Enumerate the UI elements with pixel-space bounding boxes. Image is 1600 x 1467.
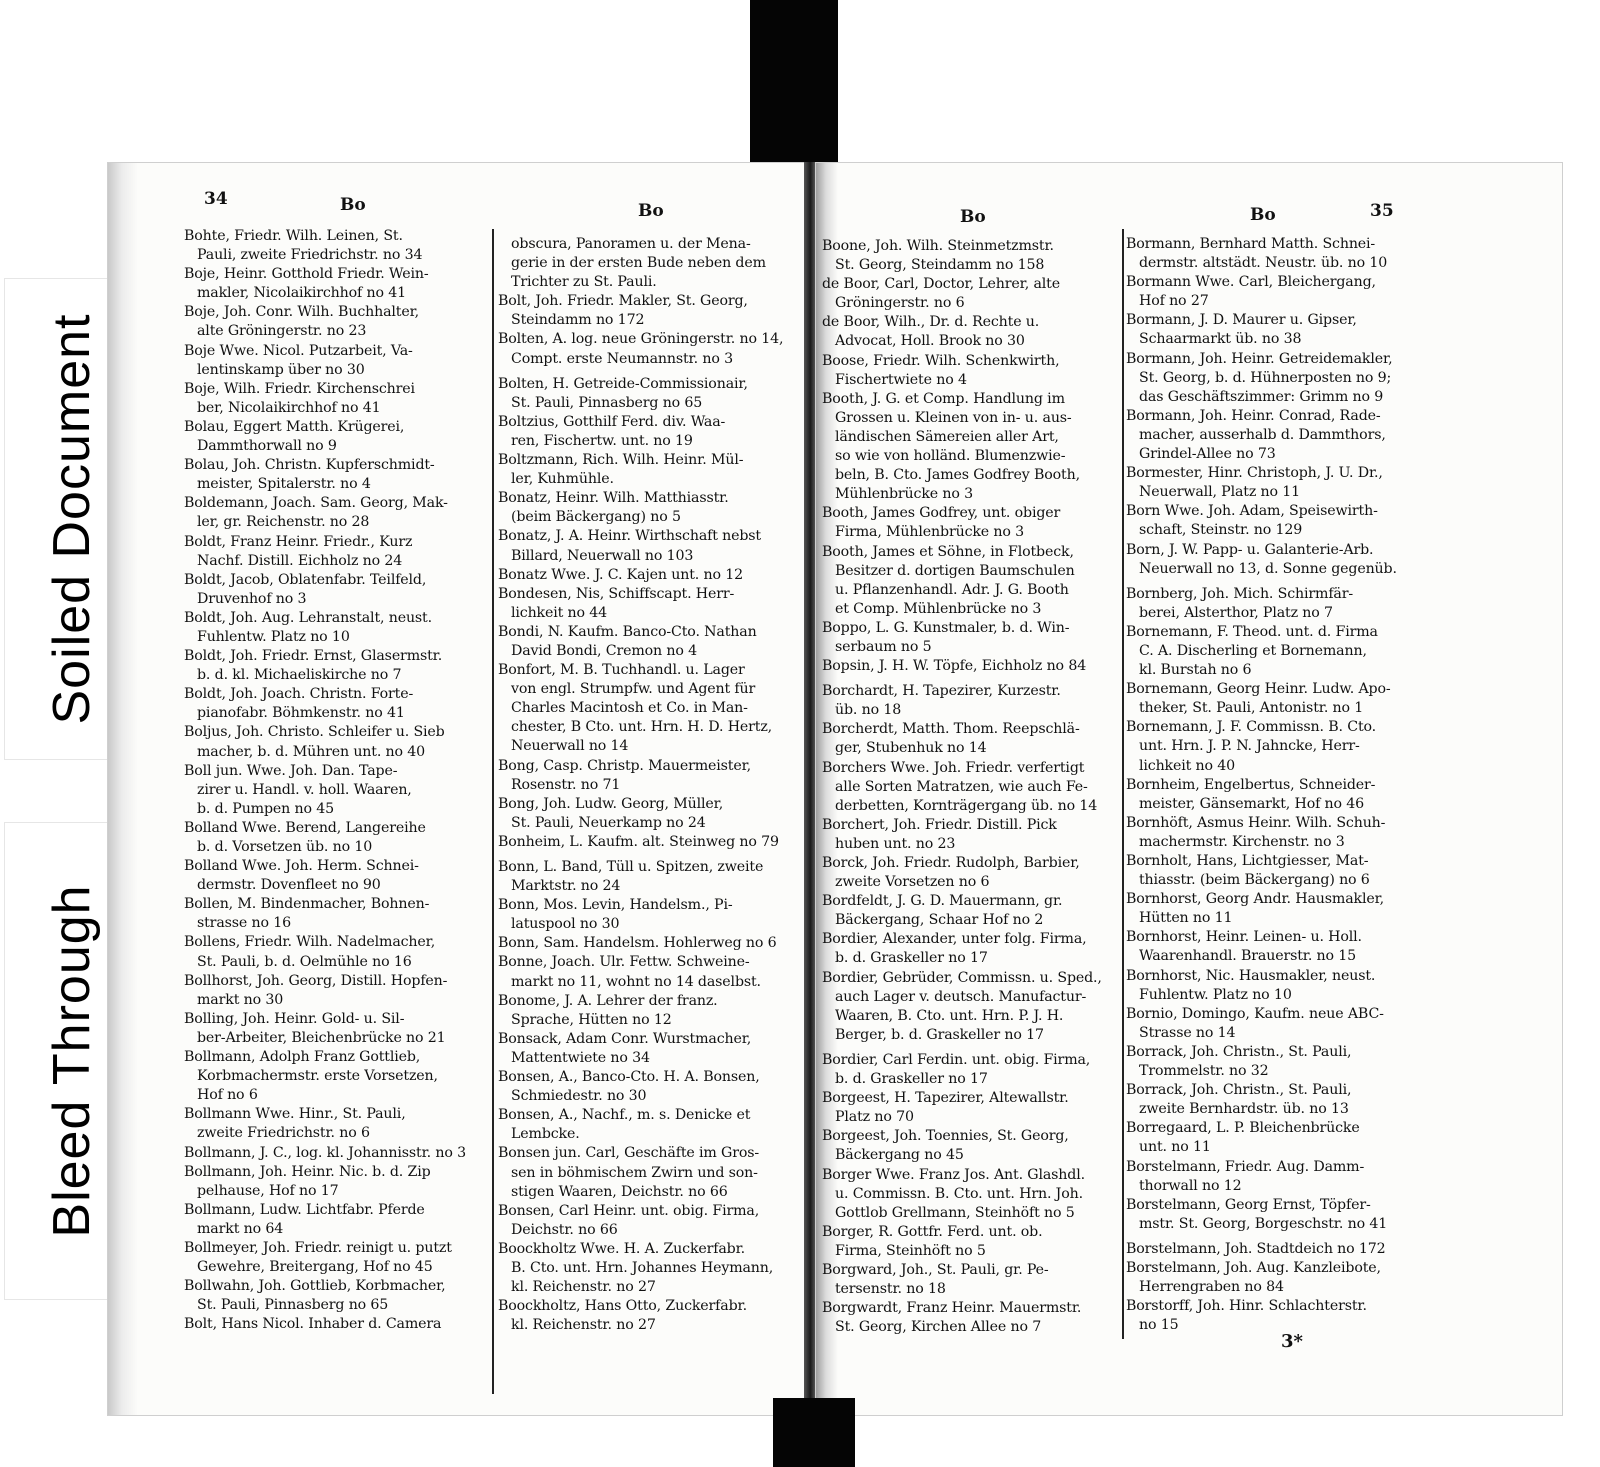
entry-continuation-line: zweite Friedrichstr. no 6	[197, 1125, 370, 1142]
directory-entry-line: Boldt, Joh. Joach. Christn. Forte-	[184, 686, 414, 703]
directory-entry-line: Bonatz, Heinr. Wilh. Matthiasstr.	[498, 490, 729, 507]
entry-continuation-line: Pauli, zweite Friedrichstr. no 34	[197, 247, 423, 264]
entry-continuation-line: macher, ausserhalb d. Dammthors,	[1139, 426, 1386, 443]
entry-continuation-line: Grindel-Allee no 73	[1139, 446, 1276, 463]
entry-continuation-line: markt no 64	[197, 1220, 284, 1237]
entry-continuation-line: kl. Burstah no 6	[1139, 662, 1252, 679]
entry-continuation-line: ler, gr. Reichenstr. no 28	[197, 514, 370, 531]
directory-entry-line: Borchert, Joh. Friedr. Distill. Pick	[822, 816, 1057, 833]
directory-entry-line: Bollmann, J. C., log. kl. Johannisstr. no 3	[184, 1144, 466, 1161]
entry-continuation-line: Bäckergang no 45	[835, 1147, 964, 1164]
entry-continuation-line: kl. Reichenstr. no 27	[511, 1317, 656, 1334]
directory-entry-line: Boltzius, Gotthilf Ferd. div. Waa-	[498, 413, 726, 430]
entry-continuation-line: kl. Reichenstr. no 27	[511, 1279, 656, 1296]
entry-continuation-line: Platz no 70	[835, 1109, 914, 1126]
directory-entry-line: Bohte, Friedr. Wilh. Leinen, St.	[184, 228, 403, 244]
directory-entry-line: Bolt, Hans Nicol. Inhaber d. Camera	[184, 1316, 442, 1333]
entry-continuation-line: Neuerwall, Platz no 11	[1139, 484, 1300, 501]
entry-continuation-line: theker, St. Pauli, Antonistr. no 1	[1139, 700, 1364, 717]
entry-continuation-line: chester, B Cto. unt. Hrn. H. D. Hertz,	[511, 719, 773, 736]
entry-continuation-line: ber-Arbeiter, Bleichenbrücke no 21	[197, 1029, 446, 1046]
entry-continuation-line: stigen Waaren, Deichstr. no 66	[511, 1183, 728, 1200]
entry-continuation-line: Rosenstr. no 71	[511, 776, 621, 793]
entry-continuation-line: u. Pflanzenhandl. Adr. J. G. Booth	[835, 581, 1069, 598]
entry-continuation-line: ler, Kuhmühle.	[511, 471, 614, 488]
directory-entry-line: Bonsack, Adam Conr. Wurstmacher,	[498, 1030, 752, 1047]
entry-continuation-line: Bäckergang, Schaar Hof no 2	[835, 912, 1044, 929]
directory-entry-line: Born Wwe. Joh. Adam, Speisewirth-	[1126, 503, 1378, 520]
entry-continuation-line: u. Commissn. B. Cto. unt. Hrn. Joh.	[835, 1185, 1083, 1202]
entry-continuation-line: Trichter zu St. Pauli.	[511, 274, 657, 291]
entry-continuation-line: (beim Bäckergang) no 5	[511, 509, 681, 526]
entry-continuation-line: Mattentwiete no 34	[511, 1049, 650, 1066]
entry-continuation-line: St. Georg, Kirchen Allee no 7	[835, 1319, 1042, 1336]
entry-continuation-line: alle Sorten Matratzen, wie auch Fe-	[835, 778, 1088, 795]
entry-continuation-line: unt. Hrn. J. P. N. Jahncke, Herr-	[1139, 738, 1360, 755]
entry-continuation-line: Korbmachermstr. erste Vorsetzen,	[197, 1068, 438, 1085]
entry-continuation-line: St. Georg, Steindamm no 158	[835, 257, 1045, 274]
entry-continuation-line: Berger, b. d. Graskeller no 17	[835, 1026, 1044, 1043]
directory-entry-line: Borgwardt, Franz Heinr. Mauermstr.	[822, 1300, 1082, 1317]
bleed-through-label-text: Bleed Through	[43, 884, 101, 1238]
entry-continuation-line: Trommelstr. no 32	[1139, 1063, 1269, 1080]
directory-entry-line: Bollhorst, Joh. Georg, Distill. Hopfen-	[184, 972, 448, 989]
directory-entry-line: Bormann, Joh. Heinr. Getreidemakler,	[1126, 350, 1393, 367]
left-page	[107, 162, 810, 1416]
entry-continuation-line: serbaum no 5	[835, 638, 932, 655]
entry-continuation-line: machermstr. Kirchenstr. no 3	[1139, 833, 1345, 850]
entry-continuation-line: St. Pauli, Neuerkamp no 24	[511, 814, 706, 831]
entry-continuation-line: Compt. erste Neumannstr. no 3	[511, 350, 733, 367]
directory-entry-line: Bopsin, J. H. W. Töpfe, Eichholz no 84	[822, 658, 1087, 675]
entry-continuation-line: obscura, Panoramen u. der Mena-	[511, 236, 751, 252]
entry-continuation-line: Sprache, Hütten no 12	[511, 1011, 672, 1028]
entry-continuation-line: Mühlenbrücke no 3	[835, 486, 973, 503]
right-col1-header: Bo	[960, 207, 986, 227]
entry-continuation-line: alte Gröningerstr. no 23	[197, 323, 367, 340]
entry-continuation-line: beln, B. Cto. James Godfrey Booth,	[835, 467, 1080, 484]
directory-entry-line: Borchardt, H. Tapezirer, Kurzestr.	[822, 683, 1061, 700]
entry-continuation-line: b. d. Vorsetzen üb. no 10	[197, 839, 373, 855]
directory-entry-line: Bonfort, M. B. Tuchhandl. u. Lager	[498, 662, 745, 679]
entry-continuation-line: pelhause, Hof no 17	[197, 1182, 339, 1199]
directory-entry-line: Bollmann, Adolph Franz Gottlieb,	[184, 1049, 421, 1066]
entry-continuation-line: ren, Fischertw. unt. no 19	[511, 432, 693, 449]
entry-continuation-line: Neuerwall no 13, d. Sonne gegenüb.	[1139, 560, 1397, 577]
entry-continuation-line: meister, Spitalerstr. no 4	[197, 476, 371, 493]
directory-entry-line: Bolten, H. Getreide-Commissionair,	[498, 375, 748, 392]
entry-continuation-line: Marktstr. no 24	[511, 878, 621, 895]
entry-continuation-line: Schaarmarkt üb. no 38	[1139, 331, 1302, 348]
left-column-1	[184, 227, 490, 1334]
soiled-document-label-text: Soiled Document	[43, 313, 101, 725]
entry-continuation-line: et Comp. Mühlenbrücke no 3	[835, 600, 1042, 617]
directory-entry-line: Bonsen, Carl Heinr. unt. obig. Firma,	[498, 1202, 760, 1219]
left-col2-header: Bo	[638, 201, 664, 221]
entry-continuation-line: b. d. Pumpen no 45	[197, 800, 335, 817]
right-page-number-text: 35	[1370, 201, 1394, 221]
open-book	[107, 162, 1563, 1416]
entry-continuation-line: Hof no 27	[1139, 293, 1209, 310]
directory-entry-line: Borgeest, H. Tapezirer, Altewallstr.	[822, 1090, 1069, 1107]
directory-entry-line: Borck, Joh. Friedr. Rudolph, Barbier,	[822, 855, 1080, 871]
directory-entry-line: Borstelmann, Joh. Aug. Kanzleibote,	[1126, 1259, 1381, 1276]
black-tab-bottom	[773, 1398, 855, 1467]
directory-entry-line: Boltzmann, Rich. Wilh. Heinr. Mül-	[498, 452, 744, 469]
directory-entry-line: Bonsen, A., Nachf., m. s. Denicke et	[498, 1107, 751, 1124]
directory-entry-line: Bormann, J. D. Maurer u. Gipser,	[1126, 312, 1357, 329]
directory-entry-line: Bollmann, Joh. Heinr. Nic. b. d. Zip	[184, 1163, 431, 1180]
entry-continuation-line: markt no 30	[197, 991, 284, 1008]
directory-entry-line: Boje, Joh. Conr. Wilh. Buchhalter,	[184, 304, 420, 321]
entry-continuation-line: b. d. kl. Michaeliskirche no 7	[197, 667, 402, 684]
directory-entry-line: Bornhorst, Georg Andr. Hausmakler,	[1126, 891, 1385, 908]
entry-continuation-line: thiasstr. (beim Bäckergang) no 6	[1139, 872, 1370, 889]
entry-continuation-line: latuspool no 30	[511, 916, 620, 933]
entry-continuation-line: St. Pauli, b. d. Oelmühle no 16	[197, 953, 412, 970]
entry-continuation-line: makler, Nicolaikirchhof no 41	[197, 285, 406, 302]
directory-entry-line: Bornheim, Engelbertus, Schneider-	[1126, 776, 1376, 793]
entry-continuation-line: Billard, Neuerwall no 103	[511, 547, 694, 564]
directory-entry-line: Bolau, Joh. Christn. Kupferschmidt-	[184, 457, 435, 474]
directory-entry-line: Bong, Casp. Christp. Mauermeister,	[498, 757, 751, 774]
entry-continuation-line: das Geschäftszimmer: Grimm no 9	[1139, 388, 1384, 405]
directory-entry-line: Bornhorst, Nic. Hausmakler, neust.	[1126, 967, 1376, 984]
directory-entry-line: Bornhorst, Heinr. Leinen- u. Holl.	[1126, 929, 1362, 946]
entry-continuation-line: gerie in der ersten Bude neben dem	[511, 255, 766, 272]
directory-entry-line: Boldt, Franz Heinr. Friedr., Kurz	[184, 533, 413, 550]
right-column-rule	[1122, 229, 1124, 1339]
directory-entry-line: Borger Wwe. Franz Jos. Ant. Glashdl.	[822, 1166, 1085, 1183]
entry-continuation-line: b. d. Graskeller no 17	[835, 1071, 988, 1088]
directory-entry-line: Bonheim, L. Kaufm. alt. Steinweg no 79	[498, 833, 779, 850]
directory-entry-line: Boll jun. Wwe. Joh. Dan. Tape-	[184, 762, 398, 779]
right-page-number	[1370, 201, 1394, 221]
directory-entry-line: Bonatz, J. A. Heinr. Wirthschaft nebst	[498, 528, 761, 545]
directory-entry-line: Borstelmann, Georg Ernst, Töpfer-	[1126, 1196, 1371, 1213]
entry-continuation-line: Nachf. Distill. Eichholz no 24	[197, 552, 403, 569]
entry-continuation-line: St. Pauli, Pinnasberg no 65	[511, 394, 703, 411]
directory-entry-line: Boljus, Joh. Christo. Schleifer u. Sieb	[184, 724, 445, 741]
directory-entry-line: Bolland Wwe. Joh. Herm. Schnei-	[184, 858, 419, 875]
entry-continuation-line: macher, b. d. Mühren unt. no 40	[197, 743, 426, 760]
entry-continuation-line: b. d. Graskeller no 17	[835, 950, 988, 967]
directory-entry-line: Bollmann, Ludw. Lichtfabr. Pferde	[184, 1201, 425, 1218]
signature-mark: 3*	[1281, 1331, 1303, 1352]
directory-entry-line: Booth, James et Söhne, in Flotbeck,	[822, 543, 1074, 560]
entry-continuation-line: ger, Stubenhuk no 14	[835, 740, 987, 757]
entry-continuation-line: St. Georg, b. d. Hühnerposten no 9;	[1139, 369, 1392, 386]
directory-entry-line: Bolt, Joh. Friedr. Makler, St. Georg,	[498, 293, 748, 310]
directory-entry-line: Bonne, Joach. Ulr. Fettw. Schweine-	[498, 954, 750, 971]
left-column-rule	[492, 229, 494, 1394]
directory-entry-line: Bondesen, Nis, Schiffscapt. Herr-	[498, 585, 735, 602]
entry-continuation-line: Grossen u. Kleinen von in- u. aus-	[835, 409, 1072, 426]
entry-continuation-line: markt no 11, wohnt no 14 daselbst.	[511, 973, 761, 990]
directory-entry-line: Bolau, Eggert Matth. Krügerei,	[184, 418, 405, 435]
entry-continuation-line: tersenstr. no 18	[835, 1281, 946, 1298]
entry-continuation-line: B. Cto. unt. Hrn. Johannes Heymann,	[511, 1259, 774, 1276]
entry-continuation-line: strasse no 16	[197, 915, 291, 932]
left-col1-header: Bo	[340, 195, 366, 215]
entry-continuation-line: dermstr. Dovenfleet no 90	[197, 877, 381, 894]
entry-continuation-line: Advocat, Holl. Brook no 30	[835, 333, 1025, 350]
entry-continuation-line: zweite Bernhardstr. üb. no 13	[1139, 1101, 1349, 1118]
directory-entry-line: Bollens, Friedr. Wilh. Nadelmacher,	[184, 934, 436, 951]
entry-continuation-line: Schmiedestr. no 30	[511, 1088, 647, 1105]
directory-entry-line: Borger, R. Gottfr. Ferd. unt. ob.	[822, 1223, 1043, 1240]
entry-continuation-line: Hof no 6	[197, 1087, 258, 1104]
directory-entry-line: Bonsen, A., Banco-Cto. H. A. Bonsen,	[498, 1069, 760, 1086]
directory-entry-line: Boldt, Joh. Friedr. Ernst, Glasermstr.	[184, 648, 443, 665]
entry-continuation-line: Besitzer d. dortigen Baumschulen	[835, 562, 1075, 579]
directory-entry-line: Borcherdt, Matth. Thom. Reepschlä-	[822, 721, 1080, 738]
directory-entry-line: Borstorff, Joh. Hinr. Schlachterstr.	[1126, 1298, 1367, 1315]
entry-continuation-line: Strasse no 14	[1139, 1024, 1236, 1041]
directory-entry-line: Bordier, Gebrüder, Commissn. u. Sped.,	[822, 969, 1102, 986]
entry-continuation-line: Deichstr. no 66	[511, 1221, 618, 1238]
entry-continuation-line: Lembcke.	[511, 1126, 580, 1143]
right-page	[815, 162, 1563, 1416]
directory-entry-line: Bornio, Domingo, Kaufm. neue ABC-	[1126, 1005, 1384, 1022]
entry-continuation-line: Gröningerstr. no 6	[835, 295, 965, 312]
directory-entry-line: Bormann Wwe. Carl, Bleichergang,	[1126, 274, 1376, 291]
entry-continuation-line: zirer u. Handl. v. holl. Waaren,	[197, 781, 412, 798]
directory-entry-line: de Boor, Wilh., Dr. d. Rechte u.	[822, 314, 1040, 331]
directory-entry-line: Borrack, Joh. Christn., St. Pauli,	[1126, 1043, 1352, 1060]
directory-entry-line: Bonn, Sam. Handelsm. Hohlerweg no 6	[498, 935, 777, 952]
entry-continuation-line: mstr. St. Georg, Borgeschstr. no 41	[1139, 1215, 1388, 1232]
entry-continuation-line: derbetten, Kornträgergang üb. no 14	[835, 797, 1098, 814]
entry-continuation-line: Dammthorwall no 9	[197, 438, 337, 455]
black-tab-top	[750, 0, 838, 172]
directory-entry-line: Bolland Wwe. Berend, Langereihe	[184, 819, 426, 836]
entry-continuation-line: dermstr. altstädt. Neustr. üb. no 10	[1139, 255, 1388, 272]
entry-continuation-line: so wie von holländ. Blumenzwie-	[835, 448, 1066, 465]
right-column-2	[1126, 235, 1416, 1335]
directory-entry-line: Borstelmann, Joh. Stadtdeich no 172	[1126, 1240, 1386, 1257]
directory-entry-line: Bormann, Joh. Heinr. Conrad, Rade-	[1126, 407, 1381, 424]
directory-entry-line: Bollmeyer, Joh. Friedr. reinigt u. putzt	[184, 1239, 452, 1256]
entry-continuation-line: sen in böhmischem Zwirn und son-	[511, 1164, 758, 1181]
entry-continuation-line: Fuhlentw. Platz no 10	[197, 628, 350, 645]
entry-continuation-line: ber, Nicolaikirchhof no 41	[197, 399, 381, 416]
directory-entry-line: Boje, Heinr. Gotthold Friedr. Wein-	[184, 266, 429, 283]
entry-continuation-line: pianofabr. Böhmkenstr. no 41	[197, 705, 405, 722]
directory-entry-line: Bordier, Alexander, unter folg. Firma,	[822, 931, 1087, 948]
directory-entry-line: Borgeest, Joh. Toennies, St. Georg,	[822, 1128, 1069, 1145]
directory-entry-line: Boje, Wilh. Friedr. Kirchenschrei	[184, 380, 415, 397]
directory-entry-line: Bordfeldt, J. G. D. Mauermann, gr.	[822, 893, 1063, 910]
directory-entry-line: Bollmann Wwe. Hinr., St. Pauli,	[184, 1106, 406, 1123]
entry-continuation-line: Waarenhandl. Brauerstr. no 15	[1139, 948, 1357, 965]
directory-entry-line: Bordier, Carl Ferdin. unt. obig. Firma,	[822, 1051, 1091, 1068]
entry-continuation-line: Herrengraben no 84	[1139, 1279, 1284, 1296]
entry-continuation-line: Waaren, B. Cto. unt. Hrn. P. J. H.	[835, 1007, 1064, 1024]
directory-entry-line: Bolten, A. log. neue Gröningerstr. no 14,	[498, 331, 784, 348]
directory-entry-line: Boje Wwe. Nicol. Putzarbeit, Va-	[184, 342, 413, 359]
directory-entry-line: Boone, Joh. Wilh. Steinmetzmstr.	[822, 238, 1054, 254]
directory-entry-line: Bornemann, Georg Heinr. Ludw. Apo-	[1126, 681, 1391, 698]
entry-continuation-line: schaft, Steinstr. no 129	[1139, 522, 1303, 539]
directory-entry-line: Booth, James Godfrey, unt. obiger	[822, 505, 1061, 522]
directory-entry-line: Boldt, Joh. Aug. Lehranstalt, neust.	[184, 609, 432, 626]
entry-continuation-line: huben unt. no 23	[835, 835, 956, 852]
entry-continuation-line: üb. no 18	[835, 702, 902, 719]
directory-entry-line: Boldt, Jacob, Oblatenfabr. Teilfeld,	[184, 571, 427, 588]
directory-entry-line: Born, J. W. Papp- u. Galanterie-Arb.	[1126, 541, 1374, 558]
entry-continuation-line: Druvenhof no 3	[197, 590, 307, 607]
directory-entry-line: Borgward, Joh., St. Pauli, gr. Pe-	[822, 1261, 1049, 1278]
entry-continuation-line: Fischertwiete no 4	[835, 371, 967, 388]
entry-continuation-line: ländischen Sämereien aller Art,	[835, 428, 1059, 445]
directory-entry-line: Boockholtz, Hans Otto, Zuckerfabr.	[498, 1298, 747, 1315]
entry-continuation-line: unt. no 11	[1139, 1139, 1211, 1156]
directory-entry-line: Booth, J. G. et Comp. Handlung im	[822, 390, 1065, 407]
right-column-1	[822, 237, 1122, 1337]
entry-continuation-line: Charles Macintosh et Co. in Man-	[511, 700, 748, 717]
entry-continuation-line: von engl. Strumpfw. und Agent für	[511, 681, 756, 698]
entry-continuation-line: C. A. Discherling et Bornemann,	[1139, 642, 1367, 659]
entry-continuation-line: Fuhlentw. Platz no 10	[1139, 986, 1292, 1003]
directory-entry-line: Bornhöft, Asmus Heinr. Wilh. Schuh-	[1126, 814, 1386, 831]
directory-entry-line: Bonsen jun. Carl, Geschäfte im Gros-	[498, 1145, 760, 1162]
left-page-number: 34	[204, 189, 228, 209]
entry-continuation-line: Neuerwall no 14	[511, 738, 629, 755]
directory-entry-line: Bormester, Hinr. Christoph, J. U. Dr.,	[1126, 465, 1383, 482]
directory-entry-line: Boose, Friedr. Wilh. Schenkwirth,	[822, 352, 1060, 369]
entry-continuation-line: lichkeit no 44	[511, 604, 608, 621]
directory-entry-line: Bonome, J. A. Lehrer der franz.	[498, 992, 718, 1009]
entry-continuation-line: berei, Alsterthor, Platz no 7	[1139, 604, 1333, 621]
directory-entry-line: Boockholtz Wwe. H. A. Zuckerfabr.	[498, 1240, 746, 1257]
entry-continuation-line: lichkeit no 40	[1139, 757, 1236, 774]
directory-entry-line: Bormann, Bernhard Matth. Schnei-	[1126, 236, 1376, 252]
right-col2-header: Bo	[1250, 205, 1276, 225]
directory-entry-line: Bornholt, Hans, Lichtgiesser, Mat-	[1126, 853, 1369, 869]
entry-continuation-line: auch Lager v. deutsch. Manufactur-	[835, 988, 1087, 1005]
directory-entry-line: Bong, Joh. Ludw. Georg, Müller,	[498, 795, 724, 812]
directory-entry-line: Bollen, M. Bindenmacher, Bohnen-	[184, 896, 430, 913]
directory-entry-line: Bondi, N. Kaufm. Banco-Cto. Nathan	[498, 623, 757, 640]
entry-continuation-line: zweite Vorsetzen no 6	[835, 874, 990, 891]
directory-entry-line: Bornemann, F. Theod. unt. d. Firma	[1126, 623, 1378, 640]
directory-entry-line: Bonatz Wwe. J. C. Kajen unt. no 12	[498, 566, 744, 583]
entry-continuation-line: Gewehre, Breitergang, Hof no 45	[197, 1259, 433, 1276]
entry-continuation-line: Firma, Mühlenbrücke no 3	[835, 524, 1025, 541]
entry-continuation-line: Firma, Steinhöft no 5	[835, 1242, 986, 1259]
directory-entry-line: Bollwahn, Joh. Gottlieb, Korbmacher,	[184, 1278, 446, 1295]
directory-entry-line: Borstelmann, Friedr. Aug. Damm-	[1126, 1158, 1365, 1175]
entry-continuation-line: lentinskamp über no 30	[197, 361, 365, 378]
entry-continuation-line: Hütten no 11	[1139, 910, 1233, 927]
directory-entry-line: Bolling, Joh. Heinr. Gold- u. Sil-	[184, 1010, 405, 1027]
entry-continuation-line: Steindamm no 172	[511, 312, 645, 329]
directory-entry-line: Bornberg, Joh. Mich. Schirmfär-	[1126, 585, 1354, 602]
entry-continuation-line: thorwall no 12	[1139, 1177, 1242, 1194]
directory-entry-line: Borrack, Joh. Christn., St. Pauli,	[1126, 1082, 1352, 1099]
entry-continuation-line: St. Pauli, Pinnasberg no 65	[197, 1297, 389, 1314]
directory-entry-line: Bonn, L. Band, Tüll u. Spitzen, zweite	[498, 859, 764, 875]
directory-entry-line: Boppo, L. G. Kunstmaler, b. d. Win-	[822, 619, 1070, 636]
directory-entry-line: Boldemann, Joach. Sam. Georg, Mak-	[184, 495, 448, 512]
entry-continuation-line: David Bondi, Cremon no 4	[511, 642, 698, 659]
directory-entry-line: Bonn, Mos. Levin, Handelsm., Pi-	[498, 897, 733, 914]
directory-entry-line: Borregaard, L. P. Bleichenbrücke	[1126, 1120, 1360, 1137]
entry-continuation-line: meister, Gänsemarkt, Hof no 46	[1139, 795, 1365, 812]
directory-entry-line: de Boor, Carl, Doctor, Lehrer, alte	[822, 276, 1060, 293]
entry-continuation-line: no 15	[1139, 1317, 1179, 1334]
directory-entry-line: Bornemann, J. F. Commissn. B. Cto.	[1126, 719, 1377, 736]
left-column-2	[498, 235, 798, 1335]
entry-continuation-line: Gottlob Grellmann, Steinhöft no 5	[835, 1204, 1075, 1221]
directory-entry-line: Borchers Wwe. Joh. Friedr. verfertigt	[822, 759, 1085, 776]
